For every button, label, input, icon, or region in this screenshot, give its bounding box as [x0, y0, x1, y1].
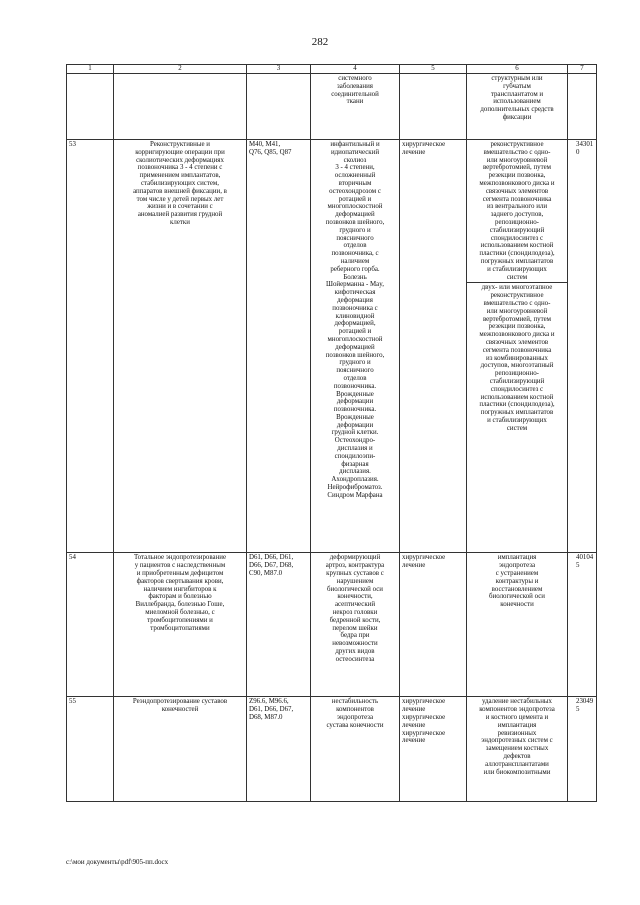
file-path-footer: c:\мои документы\pdf\905-пп.docx	[66, 858, 169, 866]
treatment-type: хирургическое лечение	[402, 554, 446, 570]
row-number: 53	[69, 141, 76, 148]
column-header: 4	[311, 65, 400, 74]
table-row	[67, 697, 597, 802]
cost-value: 401045	[576, 554, 594, 570]
procedure-name: Тотальное эндопротезирование у пациентов с наследственным и приобретенным дефицитом факторов свертывания крови, наличием ингибиторов к факторам и болезнью Виллебранда, болезнью Гоше, миеломной болезнью, с тромбоцитопениями и тромбоцитопатиями	[133, 554, 227, 632]
condition-text: системного заболевания соединительной ткани	[331, 75, 379, 106]
icd-codes: M40, M41, Q76, Q85, Q87	[249, 141, 292, 156]
column-numbers-row	[67, 65, 597, 74]
method-text: двух- или многоэтапное реконструктивное вмешательство с одно- или многоуровневой вертебротомией, путем резекции позвонка, межпозвонкового диска и связочных элементов сегмента позвоночника из комбинированных доступов, многоэтапный репозиционно- стабилизирующий спондилосинтез с использованием костной пластики (спондилодеза), погружных имплантатов и стабилизирующих систем	[479, 284, 555, 432]
row-number: 55	[69, 698, 76, 706]
column-header: 3	[247, 65, 311, 74]
method-text: удаление нестабильных компонентов эндопротеза и костного цемента и имплантация ревизионных эндопротезных систем с замещением костных дефектов аллотрансплантатами или биокомпозитными	[479, 698, 555, 776]
condition-text: нестабильность компонентов эндопротеза сустава конечности	[326, 698, 384, 729]
column-header: 6	[467, 65, 568, 74]
cost-value: 230495	[576, 698, 594, 714]
treatment-type: хирургическое лечение хирургическое лечение хирургическое лечение	[402, 698, 446, 745]
treatment-type: хирургическое лечение	[402, 141, 446, 156]
icd-codes: D61, D66, D61, D66, D67, D68, C90, M87.0	[249, 554, 294, 577]
page-number: 282	[311, 36, 329, 48]
condition-text: инфантильный и идиопатический сколиоз 3 - 4 степени, осложненный вторичным остеохондрозом с ротацией и многоплоскостной деформацией позвонков шейного, грудного и поясничного отделов позвоночника, с наличием реберного горба. Болезнь Шойерманна - May, кифотическая деформация позвоночника с клиновидной деформацией, ротацией и многоплоскостной деформацией позвонков шейного, грудного и поясничного отделов позвоночника. Врожденные деформации позвоночника. Врожденные деформации грудной клетки. Остеохондро- дисплазия и спондилоэпи- физарная дисплазия. Ахондроплазия. Нейрофиброматоз. Синдром Марфана	[325, 141, 385, 499]
procedure-name: Реэндопротезирование суставов конечностей	[132, 698, 228, 714]
procedure-name: Реконструктивные и корригирующие операции при сколиотических деформациях позвоночника 3 - 4 степени с применением имплантатов, стабилизирующих систем, аппаратов внешней фиксации, в том числе у детей первых лет жизни и в сочетании с аномалией развития грудной клетки	[133, 141, 227, 226]
table-row	[67, 140, 597, 283]
continuation-row	[67, 74, 597, 140]
condition-text: деформирующий артроз, контрактура крупных суставов с нарушением биологической оси конечности, асептический некроз головки бедренной кости, перелом шейки бедра при невозможности других видов остеосинтеза	[325, 554, 385, 663]
column-header: 5	[400, 65, 467, 74]
method-text: структурным или губчатым трансплантатом и использованием дополнительных средств фиксации	[480, 75, 554, 121]
column-header: 1	[67, 65, 114, 74]
table-row	[67, 553, 597, 697]
column-header: 7	[568, 65, 597, 74]
procedures-table	[66, 64, 597, 802]
method-text: реконструктивное вмешательство с одно- или многоуровневой вертебротомией, путем резекции позвонка, межпозвонкового диска и связочных элементов сегмента позвоночника из вентрального или заднего доступов, репозиционно- стабилизирующий спондилосинтез с использованием костной пластики (спондилодеза), погружных имплантатов и стабилизирующих систем	[479, 141, 555, 281]
cost-value: 343010	[576, 141, 594, 156]
method-text: имплантация эндопротеза с устранением контрактуры и восстановлением биологической оси конечности	[489, 554, 545, 609]
icd-codes: Z96.6, M96.6, D61, D66, D67, D68, M87.0	[249, 698, 294, 721]
column-header: 2	[114, 65, 247, 74]
row-number: 54	[69, 554, 76, 562]
